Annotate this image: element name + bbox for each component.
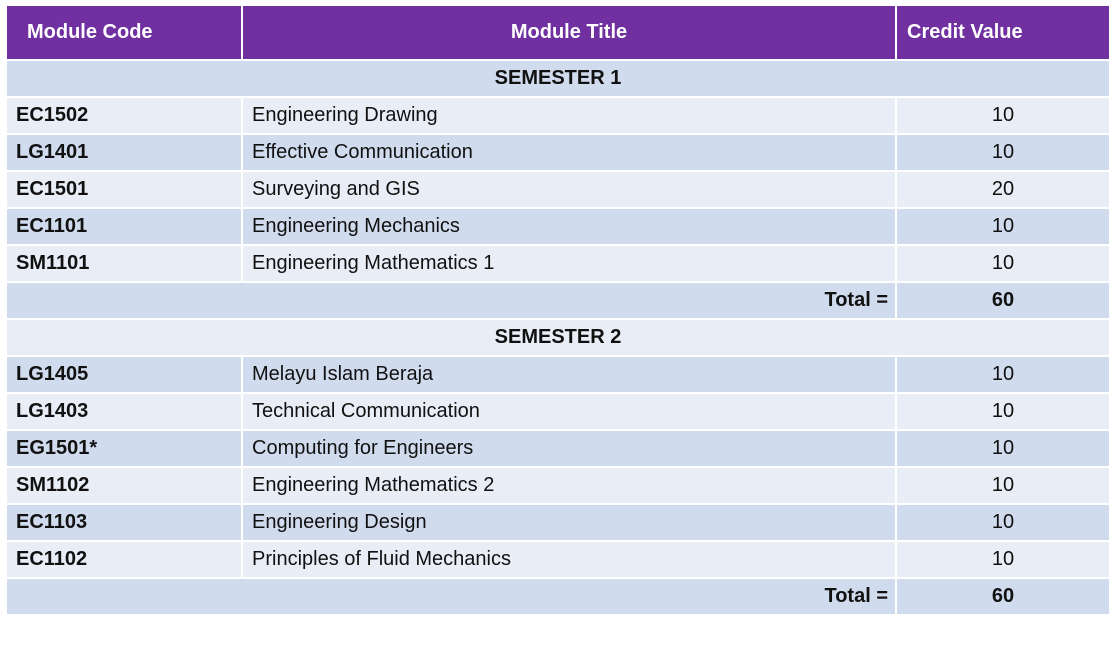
- semester-heading-row: [6, 319, 1110, 356]
- table-row: [6, 208, 1110, 245]
- total-value: 60: [896, 282, 1110, 319]
- semester-label: SEMESTER 1: [6, 60, 1110, 97]
- module-title: Effective Communication: [242, 134, 896, 171]
- total-row: [6, 578, 1110, 615]
- table-row: [6, 430, 1110, 467]
- module-table: [5, 4, 1111, 616]
- module-code: LG1403: [6, 393, 242, 430]
- module-title: Computing for Engineers: [242, 430, 896, 467]
- module-code: EC1102: [6, 541, 242, 578]
- semester-label: SEMESTER 2: [6, 319, 1110, 356]
- total-label: Total =: [6, 578, 896, 615]
- module-credit: 10: [896, 208, 1110, 245]
- module-credit: 10: [896, 504, 1110, 541]
- module-credit: 10: [896, 430, 1110, 467]
- header-module-title: Module Title: [242, 5, 896, 60]
- module-title: Surveying and GIS: [242, 171, 896, 208]
- module-code: EC1502: [6, 97, 242, 134]
- module-credit: 10: [896, 541, 1110, 578]
- module-credit: 20: [896, 171, 1110, 208]
- module-credit: 10: [896, 356, 1110, 393]
- module-credit: 10: [896, 467, 1110, 504]
- table-row: [6, 134, 1110, 171]
- module-credit: 10: [896, 245, 1110, 282]
- module-code: EC1101: [6, 208, 242, 245]
- module-credit: 10: [896, 134, 1110, 171]
- table-row: [6, 467, 1110, 504]
- module-title: Engineering Mathematics 2: [242, 467, 896, 504]
- table-row: [6, 393, 1110, 430]
- module-code: LG1401: [6, 134, 242, 171]
- module-title: Technical Communication: [242, 393, 896, 430]
- module-code: LG1405: [6, 356, 242, 393]
- module-title: Engineering Mechanics: [242, 208, 896, 245]
- module-title: Principles of Fluid Mechanics: [242, 541, 896, 578]
- module-code: EC1501: [6, 171, 242, 208]
- total-label: Total =: [6, 282, 896, 319]
- header-module-code: Module Code: [6, 5, 242, 60]
- table-row: [6, 97, 1110, 134]
- table-row: [6, 356, 1110, 393]
- table-row: [6, 541, 1110, 578]
- module-code: SM1101: [6, 245, 242, 282]
- module-title: Engineering Mathematics 1: [242, 245, 896, 282]
- module-code: EG1501*: [6, 430, 242, 467]
- module-code: EC1103: [6, 504, 242, 541]
- header-row: [6, 5, 1110, 60]
- semester-heading-row: [6, 60, 1110, 97]
- module-title: Engineering Design: [242, 504, 896, 541]
- module-title: Melayu Islam Beraja: [242, 356, 896, 393]
- table-row: [6, 245, 1110, 282]
- table-row: [6, 171, 1110, 208]
- module-credit: 10: [896, 97, 1110, 134]
- module-code: SM1102: [6, 467, 242, 504]
- total-value: 60: [896, 578, 1110, 615]
- header-credit-value: Credit Value: [896, 5, 1110, 60]
- total-row: [6, 282, 1110, 319]
- module-title: Engineering Drawing: [242, 97, 896, 134]
- table-row: [6, 504, 1110, 541]
- module-credit: 10: [896, 393, 1110, 430]
